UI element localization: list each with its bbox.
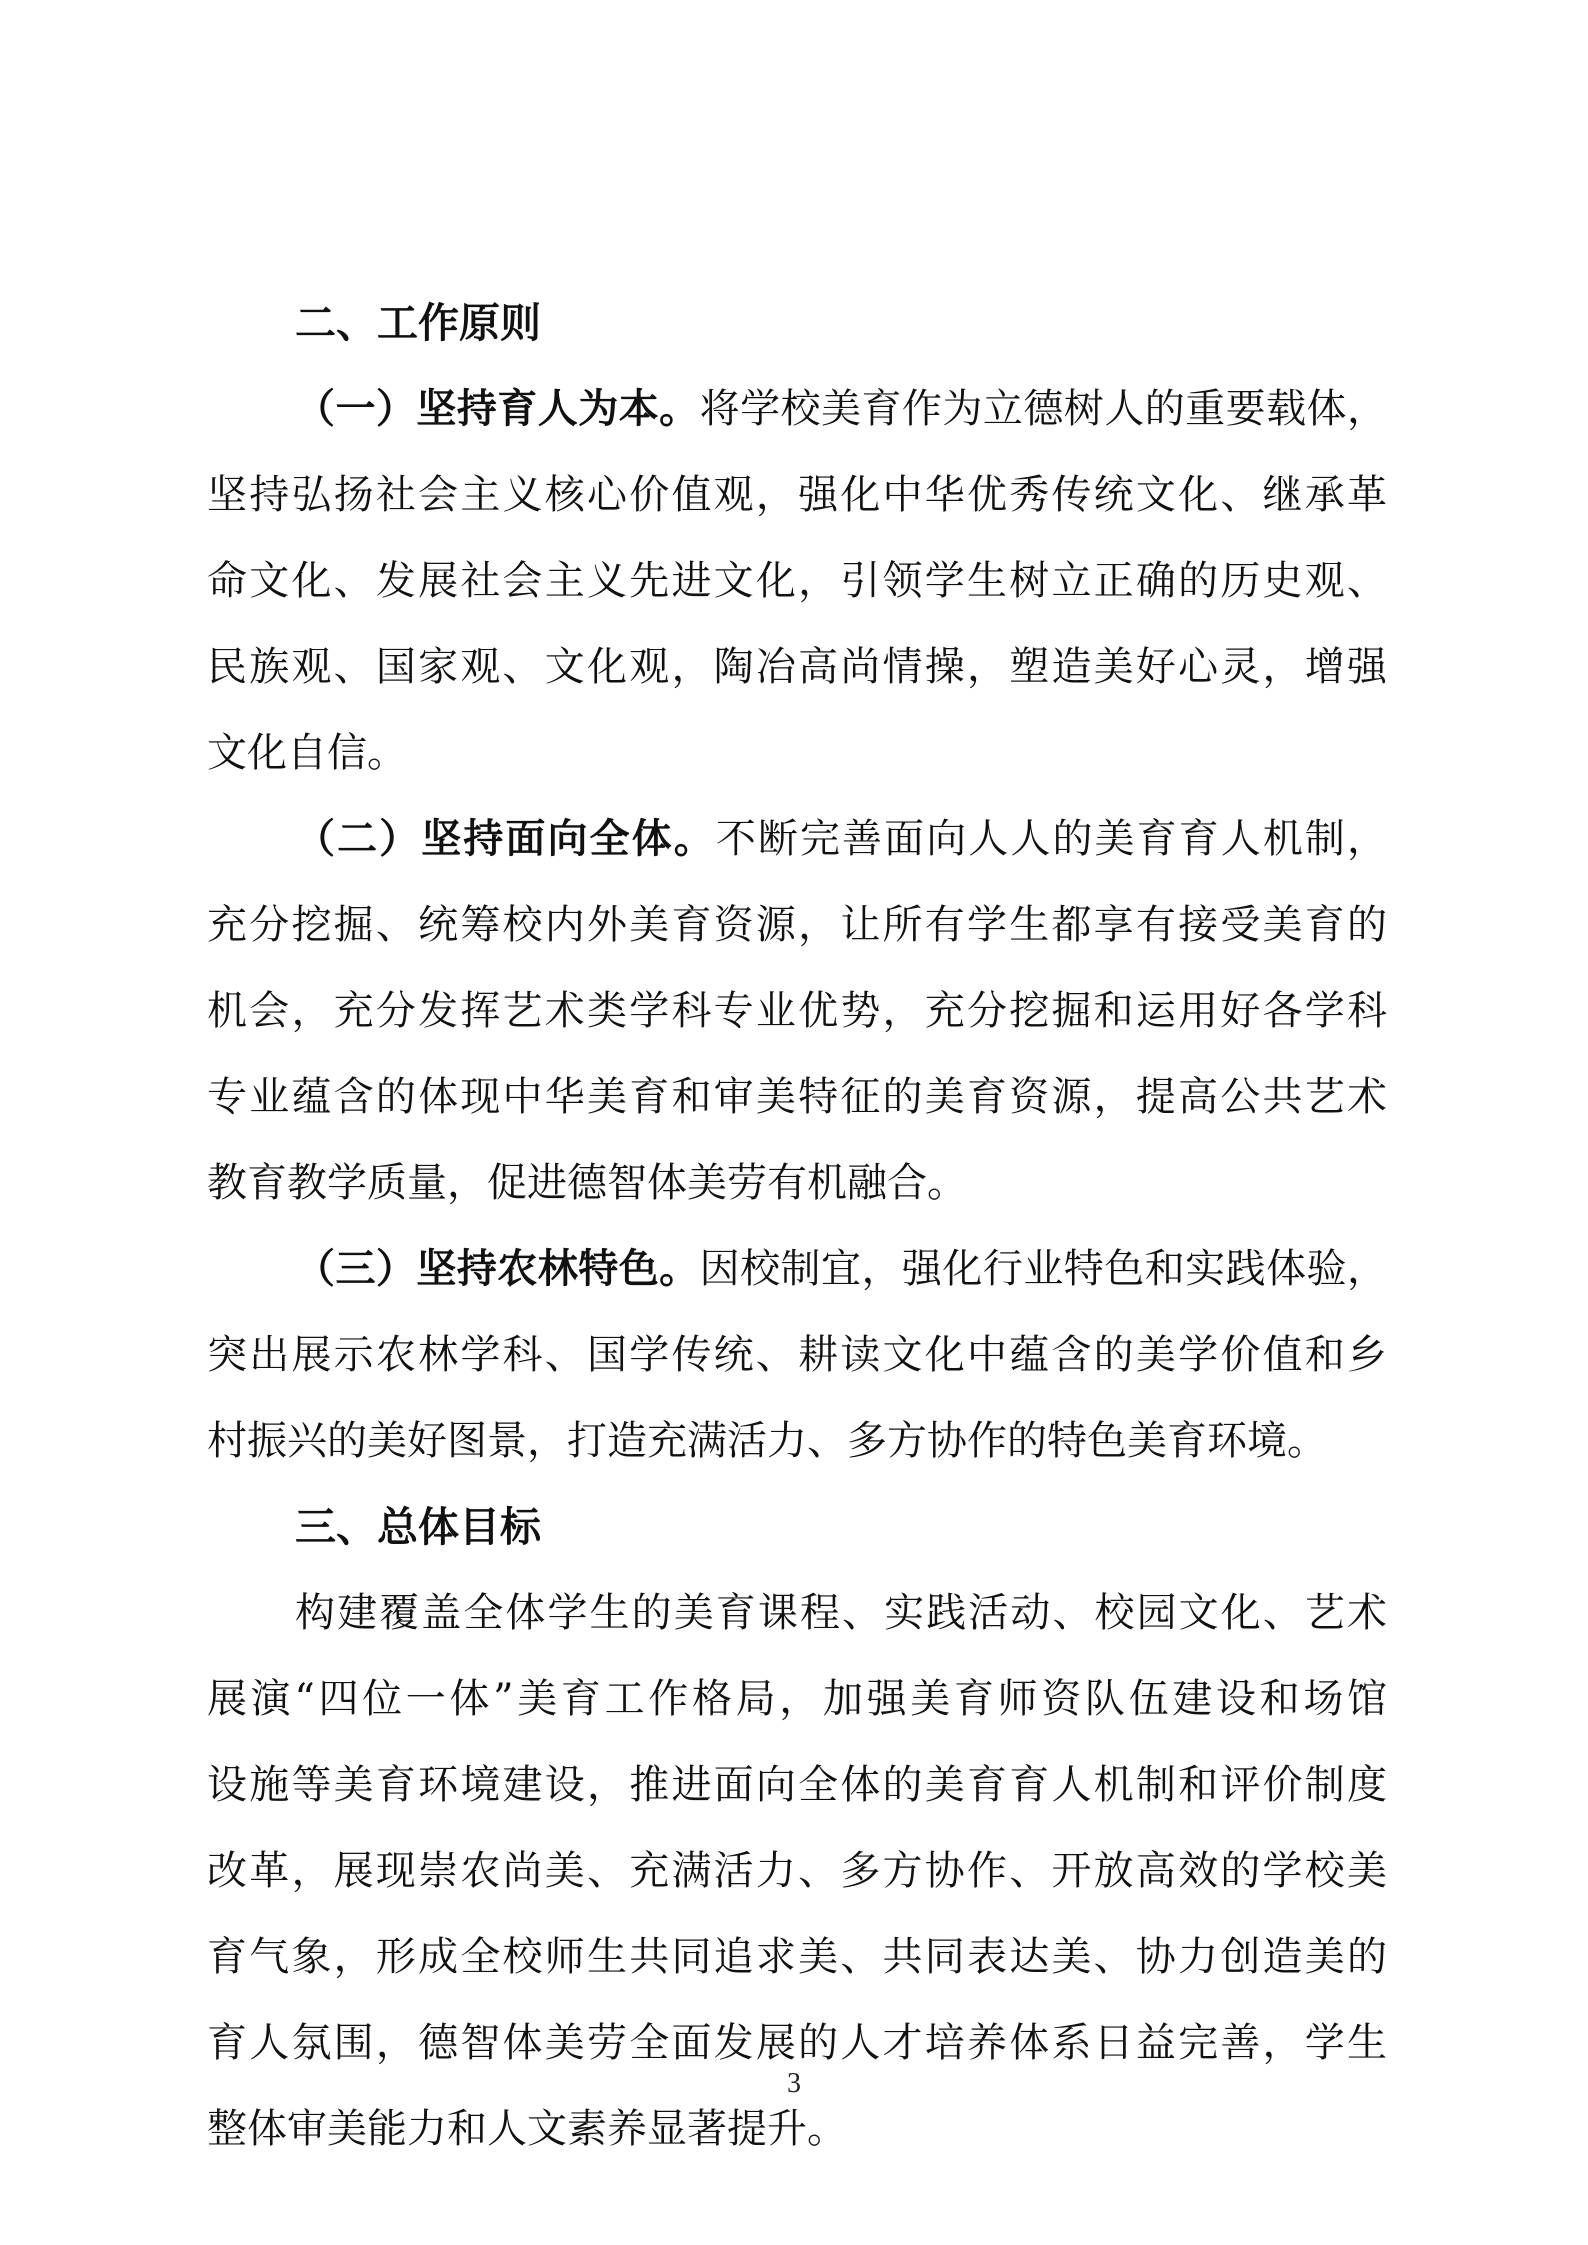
paragraph-line: 文化自信。 (207, 730, 407, 776)
section-heading-work-principles: 二、工作原则 (295, 299, 541, 347)
principle-lead: （三）坚持农林特色。 (295, 1245, 700, 1292)
paragraph-line (207, 1226, 1387, 1312)
paragraph-line: 整体审美能力和人文素养显著提升。 (207, 2106, 847, 2152)
paragraph-line: 机会，充分发挥艺术类学科专业优势，充分挖掘和运用好各学科 (207, 988, 1387, 1034)
section-heading-overall-goals: 三、总体目标 (295, 1503, 541, 1551)
paragraph-line: 育气象，形成全校师生共同追求美、共同表达美、协力创造美的 (207, 1934, 1387, 1980)
paragraph-line: 设施等美育环境建设，推进面向全体的美育育人机制和评价制度 (207, 1762, 1387, 1808)
page-body (207, 280, 1387, 2172)
paragraph-text: 将学校美育作为立德树人的重要载体， (699, 386, 1388, 432)
paragraph-line: 教育教学质量，促进德智体美劳有机融合。 (207, 1160, 967, 1206)
principle-paragraph-1 (207, 366, 1387, 796)
paragraph-line: 育人氛围，德智体美劳全面发展的人才培养体系日益完善，学生 (207, 2020, 1387, 2066)
paragraph-line: 民族观、国家观、文化观，陶冶高尚情操，塑造美好心灵，增强 (207, 644, 1387, 690)
paragraph-line: 坚持弘扬社会主义核心价值观，强化中华优秀传统文化、继承革 (207, 472, 1387, 518)
paragraph-line: 构建覆盖全体学生的美育课程、实践活动、校园文化、艺术 (295, 1590, 1387, 1636)
paragraph-line: 突出展示农林学科、国学传统、耕读文化中蕴含的美学价值和乡 (207, 1332, 1387, 1378)
paragraph-line: 命文化、发展社会主义先进文化，引领学生树立正确的历史观、 (207, 558, 1387, 604)
paragraph-line (207, 796, 1387, 882)
principle-paragraph-2 (207, 796, 1387, 1226)
paragraph-line: 展演“四位一体”美育工作格局，加强美育师资队伍建设和场馆 (207, 1676, 1387, 1722)
principle-lead: （一）坚持育人为本。 (295, 385, 700, 432)
paragraph-line: 改革，展现崇农尚美、充满活力、多方协作、开放高效的学校美 (207, 1848, 1387, 1894)
paragraph-text: 不断完善面向人人的美育育人机制， (715, 816, 1388, 862)
paragraph-line: 充分挖掘、统筹校内外美育资源，让所有学生都享有接受美育的 (207, 902, 1387, 948)
paragraph-line (207, 366, 1387, 452)
principle-paragraph-3 (207, 1226, 1387, 1484)
paragraph-line: 专业蕴含的体现中华美育和审美特征的美育资源，提高公共艺术 (207, 1074, 1387, 1120)
page-number: 3 (787, 2068, 801, 2099)
paragraph-text: 因校制宜，强化行业特色和实践体验， (699, 1246, 1388, 1292)
principle-lead: （二）坚持面向全体。 (295, 815, 716, 862)
paragraph-line: 村振兴的美好图景，打造充满活力、多方协作的特色美育环境。 (207, 1418, 1327, 1464)
